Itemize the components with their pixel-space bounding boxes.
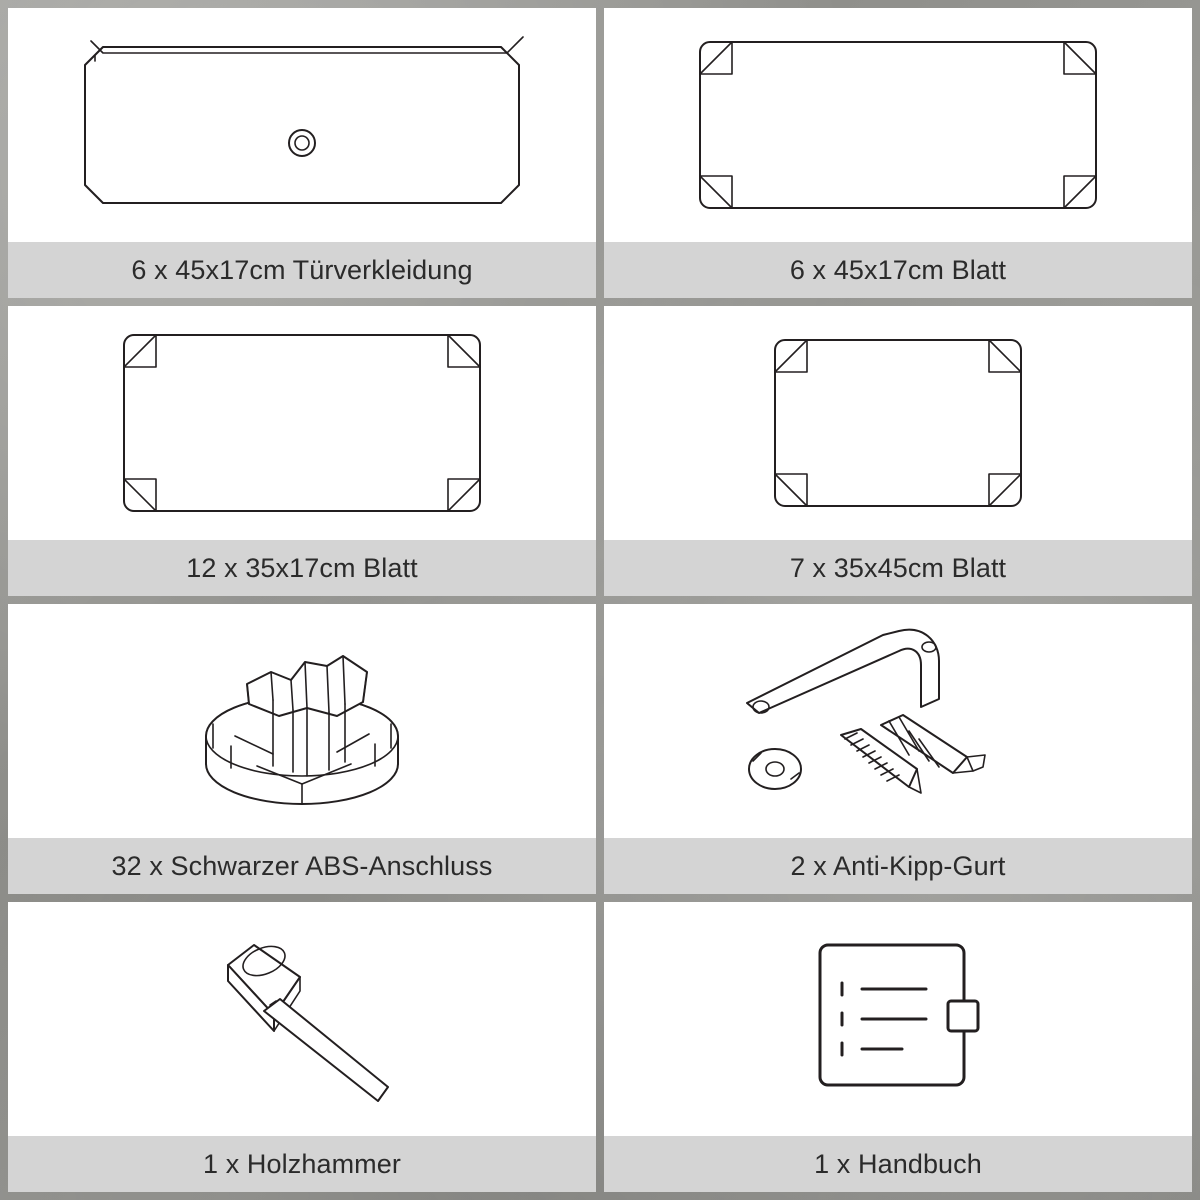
part-illustration-blatt-45x17 — [604, 8, 1192, 242]
part-illustration-holzhammer — [8, 902, 596, 1136]
part-caption: 2 x Anti-Kipp-Gurt — [604, 838, 1192, 894]
part-card-blatt-35x17 — [8, 306, 596, 596]
part-caption: 7 x 35x45cm Blatt — [604, 540, 1192, 596]
part-caption: 12 x 35x17cm Blatt — [8, 540, 596, 596]
part-caption: 1 x Handbuch — [604, 1136, 1192, 1192]
panel-sheet-icon — [688, 30, 1108, 220]
part-illustration-anti-kipp-gurt — [604, 604, 1192, 838]
panel-sheet-icon — [112, 323, 492, 523]
part-illustration-tuerverkleidung — [8, 8, 596, 242]
part-card-blatt-45x17 — [604, 8, 1192, 298]
part-card-tuerverkleidung-45x17 — [8, 8, 596, 298]
anti-tip-strap-icon — [733, 621, 1063, 821]
part-caption: 32 x Schwarzer ABS-Anschluss — [8, 838, 596, 894]
part-caption: 6 x 45x17cm Blatt — [604, 242, 1192, 298]
part-illustration-handbuch — [604, 902, 1192, 1136]
part-card-anti-kipp-gurt — [604, 604, 1192, 894]
part-caption: 1 x Holzhammer — [8, 1136, 596, 1192]
part-card-holzhammer — [8, 902, 596, 1192]
part-card-blatt-35x45 — [604, 306, 1192, 596]
abs-connector-icon — [187, 616, 417, 826]
panel-sheet-icon — [763, 328, 1033, 518]
manual-book-icon — [798, 929, 998, 1109]
part-illustration-blatt-35x45 — [604, 306, 1192, 540]
part-illustration-blatt-35x17 — [8, 306, 596, 540]
part-caption: 6 x 45x17cm Türverkleidung — [8, 242, 596, 298]
door-panel-with-knob-icon — [67, 25, 537, 225]
part-card-handbuch — [604, 902, 1192, 1192]
part-card-abs-anschluss — [8, 604, 596, 894]
mallet-icon — [192, 919, 412, 1119]
part-illustration-abs-anschluss — [8, 604, 596, 838]
